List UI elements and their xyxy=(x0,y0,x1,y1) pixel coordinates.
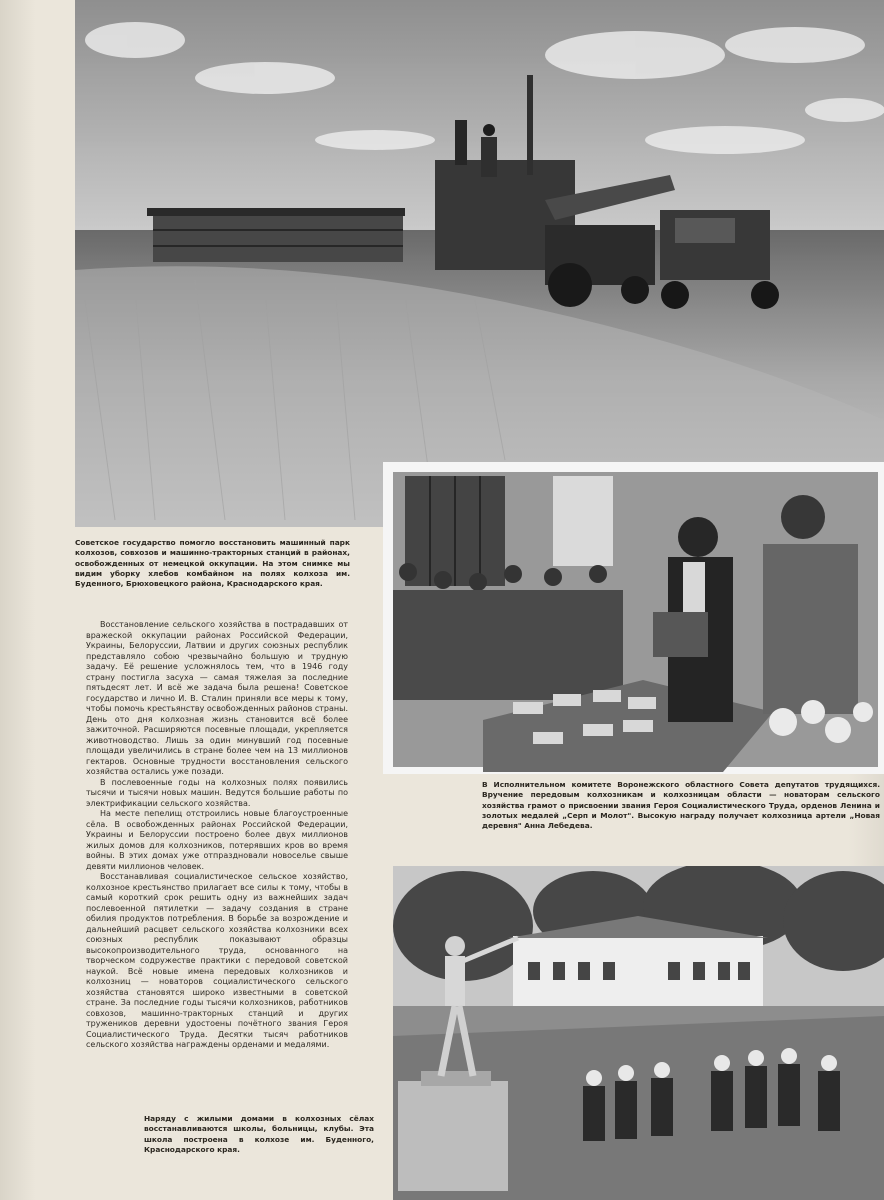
school-children-photo xyxy=(393,866,884,1200)
article-body xyxy=(86,620,348,1051)
combine-photo-caption: Советское государство помогло восстановить машинный парк колхозов, совхозов и машинно-тракторных станций в районах, освобожденных от немецкой оккупации. На этом снимке мы видим уборку хлебов комбайном на полях колхоза им. Буденного, Брюховецкого района, Краснодарского края. xyxy=(75,538,350,589)
article-paragraph: В послевоенные годы на колхозных полях появились тысячи и тысячи новых машин. Ведутся большие работы по электрификации сельского хозяйства. xyxy=(86,777,348,808)
school-photo-caption: Наряду с жилыми домами в колхозных сёлах восстанавливаются школы, больницы, клубы. Эта школа построена в колхозе им. Буденного, Краснодарского края. xyxy=(144,1114,374,1154)
article-paragraph: На месте пепелищ отстроились новые благоустроенные сёла. В освобожденных районах Российской Федерации, Украины и Белоруссии построено более двух миллионов жилых домов для колхозников, потерявших кров во время войны. В этих домах уже отпраздновали новоселье свыше девяти миллионов человек. xyxy=(86,809,348,871)
article-paragraph: Восстанавливая социалистическое сельское хозяйство, колхозное крестьянство прилагает все силы к тому, чтобы в самый короткий срок решить одну из важнейших задач послевоенной пятилетки — задачу создания в стране обилия продуктов потребления. В борьбе за возрождение и дальнейший расцвет сельского хозяйства колхозники всех союзных республик показывают образцы высокопроизводительного труда, основанного на творческом содружестве практики с передовой советской наукой. Всё новые имена передовых колхозников и колхозниц — новаторов социалистического сельского хозяйства становятся широко известными в советской стране. За последние годы тысячи колхозников, работников совхозов, машинно-тракторных станций и других тружеников деревни удостоены почётного звания Героя Социалистического Труда. Десятки тысяч работников сельского хозяйства награждены орденами и медалями. xyxy=(86,872,348,1049)
award-ceremony-photo xyxy=(383,462,884,774)
award-photo-caption: В Исполнительном комитете Воронежского областного Совета депутатов трудящихся. Вручение передовым колхозникам и колхозницам области — новаторам сельского хозяйства грамот о присвоении звания Героя Социалистического Труда, орденов Ленина и золотых медалей „Серп и Молот". Высокую награду получает колхозница артели „Новая деревня" Анна Лебедева. xyxy=(482,780,880,831)
article-paragraph: Восстановление сельского хозяйства в пострадавших от вражеской оккупации районах Российской Федерации, Украины, Белоруссии, Латвии и других союзных республик представляло собою чрезвычайно большую и трудную задачу. Её решение усложнялось тем, что в 1946 году страну постигла засуха — самая тяжелая за последние пятьдесят лет. И всё же задача была решена! Советское государство и лично И. В. Сталин приняли все меры к тому, чтобы помочь крестьянству освобожденных районов страны. День ото дня колхозная жизнь становится всё более зажиточной. Расширяются посевные площади, укрепляется животноводство. Лишь за один минувший год посевные площади увеличились в стране более чем на 13 миллионов гектаров. Основные трудности восстановления сельского хозяйства остались уже позади. xyxy=(86,620,348,776)
combine-harvest-photo xyxy=(75,0,884,527)
